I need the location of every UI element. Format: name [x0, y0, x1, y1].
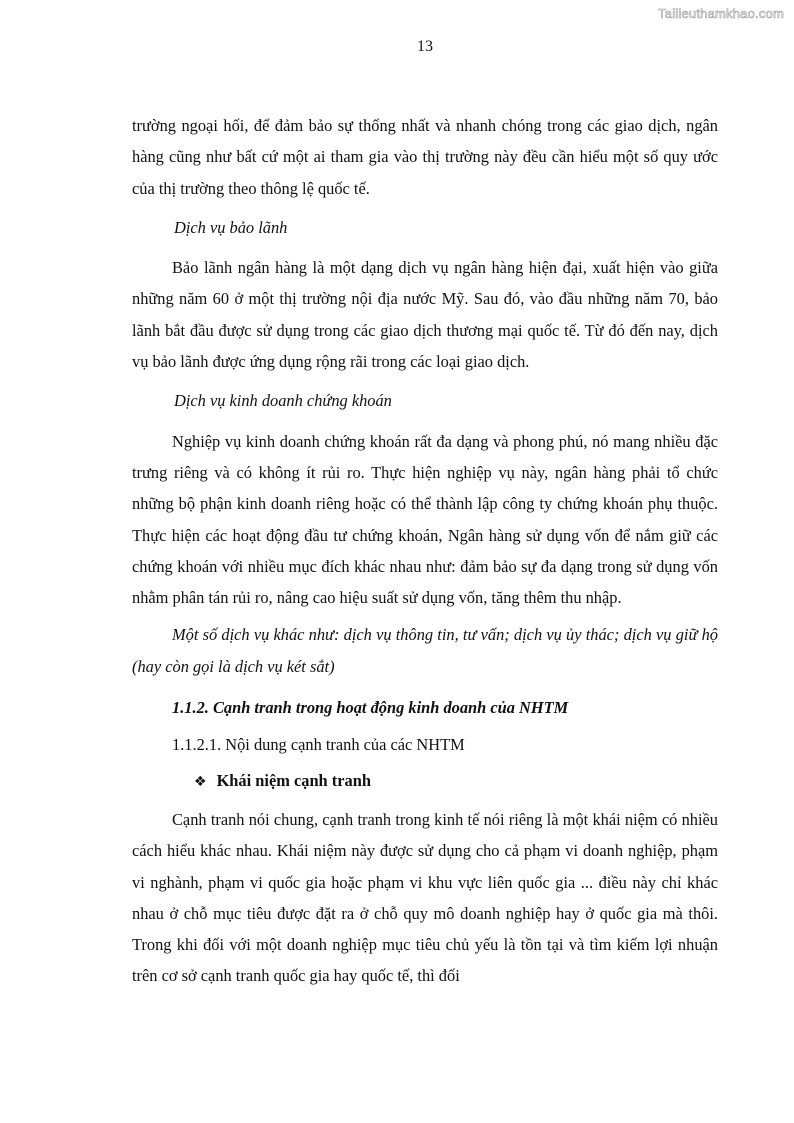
bullet-heading [132, 765, 718, 798]
paragraph-guarantee: Bảo lãnh ngân hàng là một dạng dịch vụ ngân hàng hiện đại, xuất hiện vào giữa những năm 60 ở một thị trường nội địa nước Mỹ. Sau đó, vào đầu những năm 70, bảo lãnh bắt đầu được sử dụng trong các giao dịch thương mại quốc tế. Từ đó đến nay, dịch vụ bảo lãnh được ứng dụng rộng rãi trong các loại giao dịch. [132, 258, 718, 372]
bullet-heading-text: Khái niệm cạnh tranh [216, 770, 371, 790]
document-body [132, 110, 718, 992]
paragraph-other-services: Một số dịch vụ khác như: dịch vụ thông tin, tư vấn; dịch vụ ủy thác; dịch vụ giữ hộ (hay còn gọi là dịch vụ két sắt) [132, 625, 718, 676]
page-number: 13 [417, 38, 433, 55]
diamond-bullet-icon: ❖ [194, 773, 207, 790]
subsection-title: 1.1.2.1. Nội dung cạnh tranh của các NHTM [172, 735, 465, 755]
subheading-guarantee-service: Dịch vụ bảo lãnh [174, 217, 288, 237]
watermark: Tailieuthamkhao.com [658, 6, 784, 21]
paragraph-foreign-exchange: trường ngoại hối, để đảm bảo sự thống nhất và nhanh chóng trong các giao dịch, ngân hàng cũng như bất cứ một ai tham gia vào thị trường này đều cần hiểu một số quy ước của thị trường theo thông lệ quốc tế. [132, 116, 718, 198]
paragraph-securities: Nghiệp vụ kinh doanh chứng khoán rất đa dạng và phong phú, nó mang nhiều đặc trưng riêng và có không ít rủi ro. Thực hiện nghiệp vụ này, ngân hàng phải tổ chức những bộ phận kinh doanh riêng hoặc có thể thành lập công ty chứng khoán phụ thuộc. Thực hiện các hoạt động đầu tư chứng khoán, Ngân hàng sử dụng vốn để nắm giữ các chứng khoán với nhiều mục đích khác nhau như: đảm bảo sự đa dạng trong sử dụng vốn nhằm phân tán rủi ro, nâng cao hiệu suất sử dụng vốn, tăng thêm thu nhập. [132, 431, 718, 608]
subheading-securities-service: Dịch vụ kinh doanh chứng khoán [174, 391, 392, 411]
section-title: 1.1.2. Cạnh tranh trong hoạt động kinh doanh của NHTM [172, 698, 569, 718]
paragraph-competition-concept: Cạnh tranh nói chung, cạnh tranh trong kinh tế nói riêng là một khái niệm có nhiều cách hiểu khác nhau. Khái niệm này được sử dụng cho cả phạm vi doanh nghiệp, phạm vi nghành, phạm vi quốc gia hoặc phạm vi khu vực liên quốc gia ... điều này chỉ khác nhau ở chỗ mục tiêu được đặt ra ở chỗ quy mô doanh nghiệp hay ở quốc gia mà thôi. Trong khi đối với một doanh nghiệp mục tiêu chủ yếu là tồn tại và tìm kiếm lợi nhuận trên cơ sở cạnh tranh quốc gia hay quốc tế, thì đối [132, 809, 718, 986]
